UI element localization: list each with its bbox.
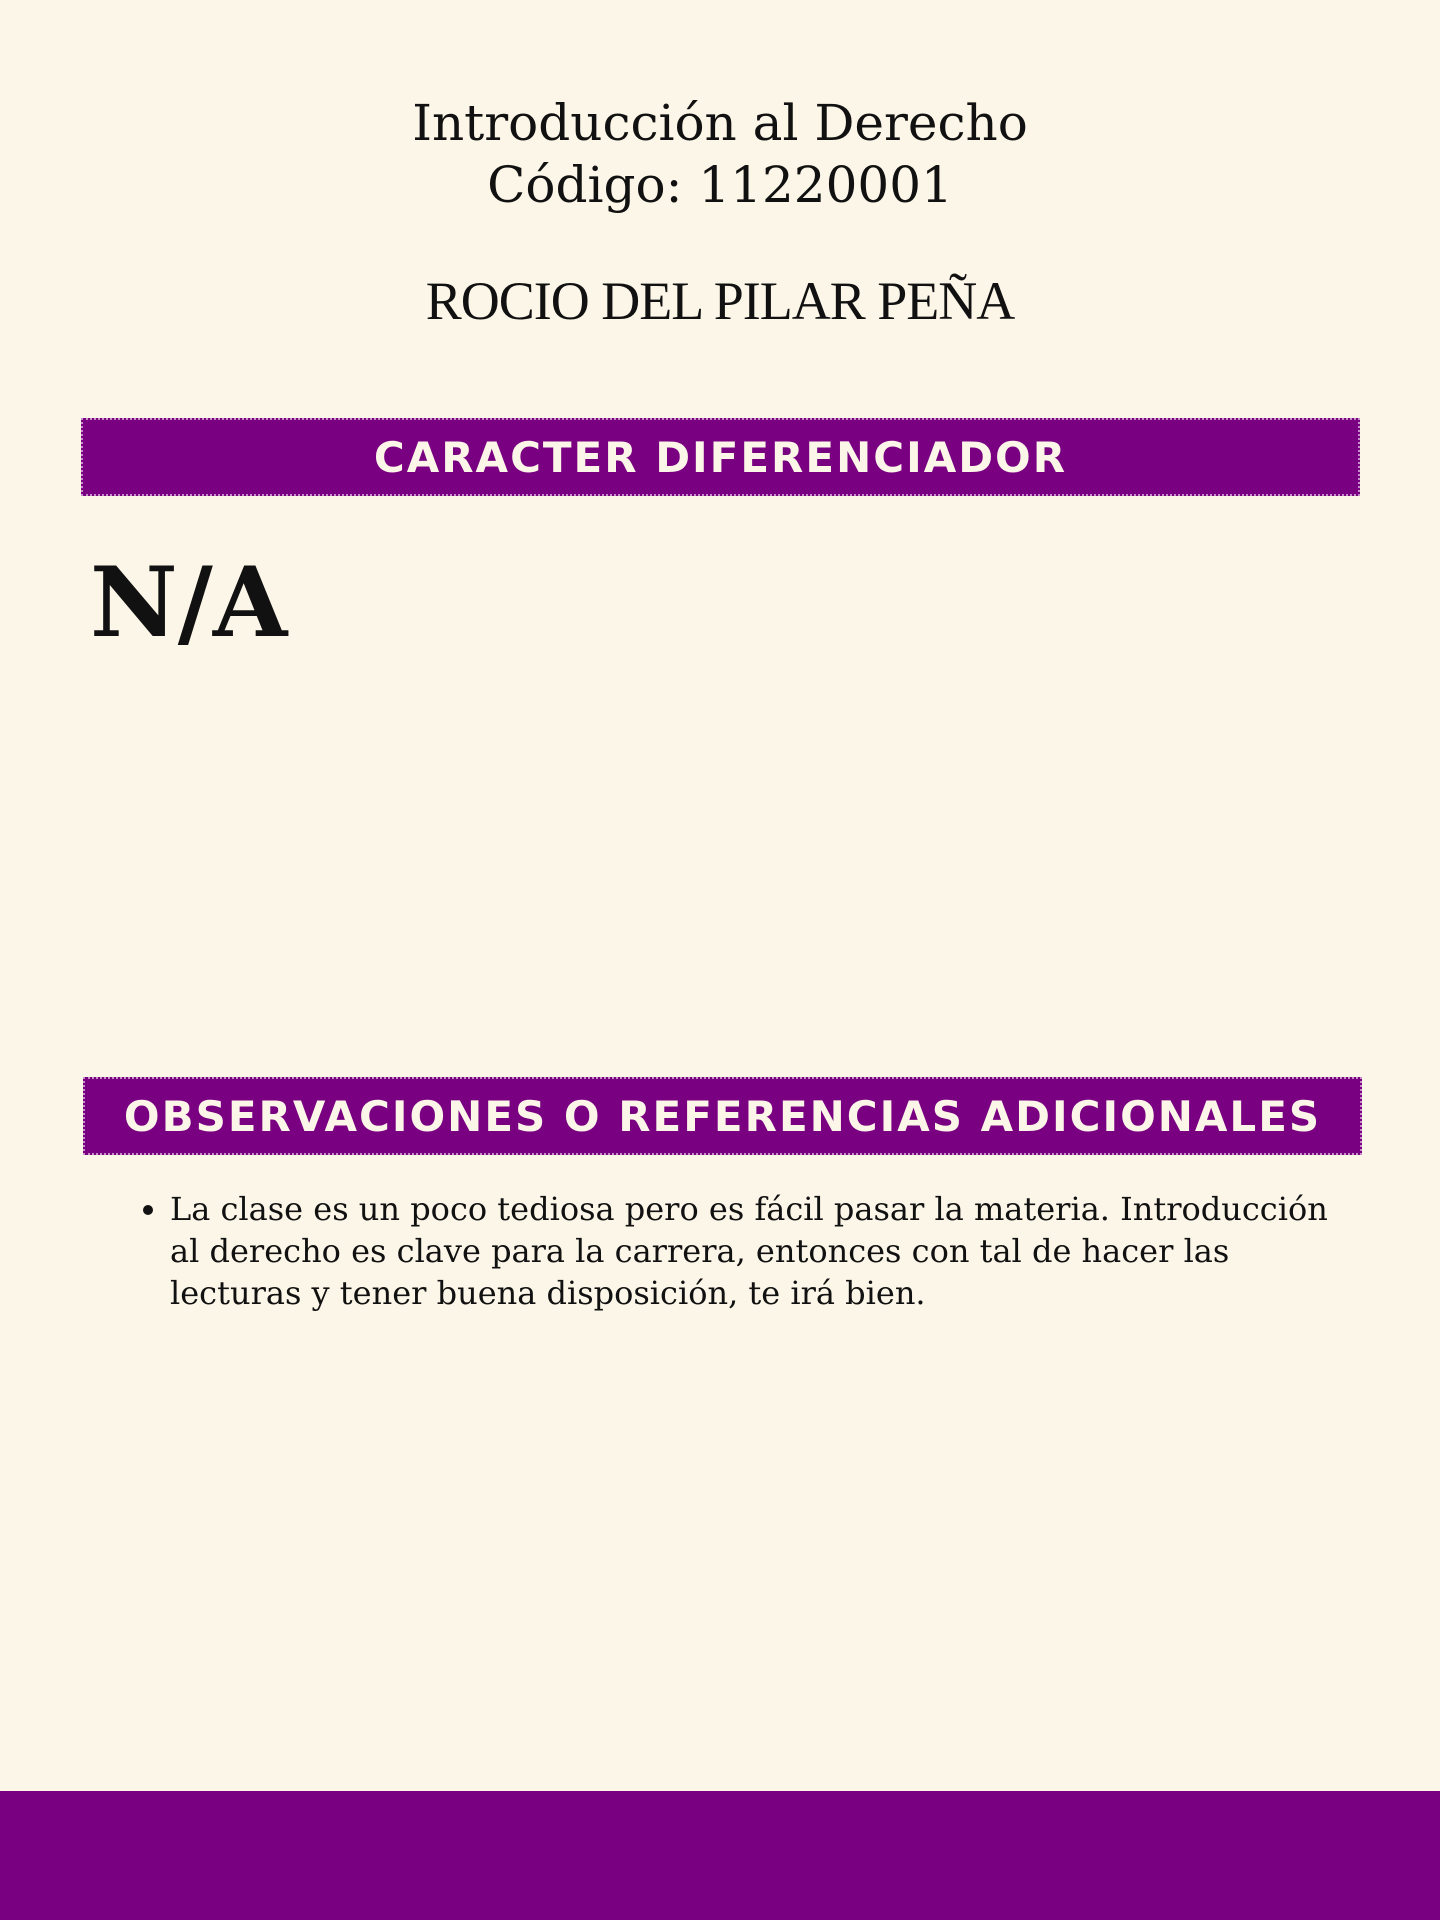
differentiator-section-title: CARACTER DIFERENCIADOR (373, 432, 1068, 482)
course-code: Código: 11220001 (487, 156, 953, 214)
professor-name: ROCIO DEL PILAR PEÑA (425, 271, 1015, 331)
observations-section-bar (83, 1077, 1362, 1155)
footer-bar (0, 1791, 1440, 1920)
course-title: Introducción al Derecho (412, 94, 1028, 152)
differentiator-section-bar (81, 418, 1360, 496)
observations-section-title: OBSERVACIONES O REFERENCIAS ADICIONALES (123, 1091, 1322, 1141)
differentiator-value: N/A (90, 546, 288, 659)
document-header (0, 92, 1440, 216)
observation-item: • La clase es un poco tediosa pero es fácil pasar la materia. Introducción al derecho es clave para la carrera, entonces con tal de hacer las lecturas y tener buena disposición, te irá bien. (170, 1188, 1360, 1314)
observations-list (140, 1188, 1360, 1314)
